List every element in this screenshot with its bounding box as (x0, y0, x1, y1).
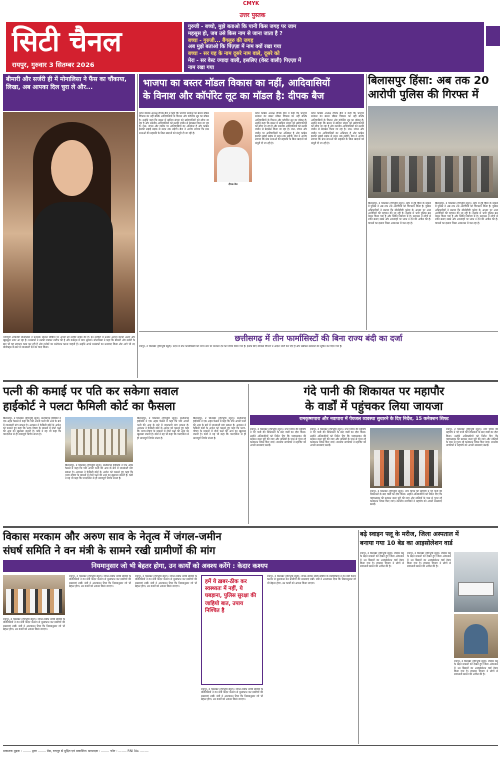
patni-body-col3: बिलासपुर, 2 सितम्बर (हरिभूमि न्यूज)। छत्तीसगढ़ हाईकोर्ट ने एक अहम फैसले में कहा कि पति अपनी पत्नी की आय के बारे में जानकारी मांग सकता है। अदालत ने फैमिली कोर्ट के आदेश को पलटते हुए कहा कि भरण-पोषण के मामलों में दोनों पक्षों की आय का खुलासा जरूरी है। कोर्ट ने यह भी कहा कि पारदर्शिता से ही न्यायपूर्ण निर्णय संभव है। (137, 417, 189, 440)
joke-line: बच्चा - सर यह के नाम दूसरे नाम वाले, दूसरे को (188, 51, 280, 58)
ganda-pani-body-col3: रायपुर, 2 सितम्बर (हरिभूमि न्यूज)। नगर निगम की महापौर ने गंदे पानी की शिकायतों के बाद वार्डों का दौरा किया। उन्होंने अधिकारियों को निर्देश दिए कि पाइपलाइन की मरम्मत जल्द पूरी की जाए और नालियों के पास से गुजर रहे कनेक्शन शिफ्ट किए जाएं। स्थानीय नागरिकों ने महापौर को अपनी समस्याएं बताईं। (370, 490, 442, 507)
bilaspur-body-col1: बिलासपुर, 2 सितम्बर (हरिभूमि न्यूज)। शहर में हुई हिंसा के मामले में पुलिस ने अब तक 20 आरोपियों को गिरफ्तार किया है। पुलिस अधिकारियों ने बताया कि सीसीटीवी फुटेज के आधार पर अन्य आरोपियों की पहचान की जा रही है। इलाके में भारी पुलिस बल तैनात किया गया है और स्थिति नियंत्रण में है। प्रशासन ने लोगों से शांति बनाए रखने और अफवाहों पर ध्यान न देने की अपील की है। घायलों का इलाज जिला अस्पताल में चल रहा है। (368, 202, 431, 225)
swine-flu-body-col1: रायपुर, 2 सितम्बर (हरिभूमि न्यूज)। स्वाइन फ्लू के बढ़ते मामलों को देखते हुए जिला अस्पताल में 10 बिस्तरों का आइसोलेशन वार्ड तैयार किया गया है। स्वास्थ्य विभाग ने लोगों से सावधानी बरतने की अपील की है। (360, 552, 404, 569)
joke-line: गुरुजी - बच्चो, मुझे बताओ कि पानी किस जगह पर जाम (188, 24, 297, 30)
swine-flu-body-col2: रायपुर, 2 सितम्बर (हरिभूमि न्यूज)। स्वाइन फ्लू के बढ़ते मामलों को देखते हुए जिला अस्पताल में 10 बिस्तरों का आइसोलेशन वार्ड तैयार किया गया है। स्वास्थ्य विभाग ने लोगों से सावधानी बरतने की अपील की है। (407, 552, 451, 569)
highcourt-photo (65, 417, 133, 462)
ganda-pani-body-col4: रायपुर, 2 सितम्बर (हरिभूमि न्यूज)। नगर निगम की महापौर ने गंदे पानी की शिकायतों के बाद वार्डों का दौरा किया। उन्होंने अधिकारियों को निर्देश दिए कि पाइपलाइन की मरम्मत जल्द पूरी की जाए और नालियों के पास से गुजर रहे कनेक्शन शिफ्ट किए जाएं। स्थानीय नागरिकों ने महापौर को अपनी समस्याएं बताईं। (446, 428, 498, 448)
baij-body-col2: प्रदेश कांग्रेस अध्यक्ष दीपक बैज ने कहा कि भाजपा सरकार का बस्तर मॉडल विकास का नहीं बल्कि आदिवासियों के विनाश और कॉर्पोरेट लूट का मॉडल है। उन्होंने कहा कि बस्तर में खनिज संपदा को उद्योगपतियों को सौंपा जा रहा है और स्थानीय आदिवासियों को उनकी जमीन से बेदखल किया जा रहा है। जल, जंगल और जमीन पर आदिवासियों का अधिकार है और कांग्रेस इसकी लड़ाई सड़क से सदन तक लड़ेगी। बैज ने आरोप लगाया कि ग्राम सभाओं की सहमति के बिना खदानों को मंजूरी दी जा रही है। (255, 112, 307, 145)
monalisa-headline: बीमारी और सर्जरी ही में मोनालिसा ने फैंस का चौंकाया, लिखा, अब आपका दिल चुरा ले और... (6, 76, 127, 91)
joke-line: नाम रखा गया (188, 64, 214, 71)
bed-shape (458, 582, 494, 596)
joke-line: बच्चा - गुरुजी... बैंगलुरु की जगह (188, 37, 254, 44)
section-label: उत्तर पुस्तक (239, 12, 266, 19)
vikas-body-col3: रायपुर, 2 सितम्बर (हरिभूमि ब्यूरो)। जंगल-जमीन संघर्ष समिति के प्रतिनिधियों ने वन मंत्री केदार कश्यप से मुलाकात कर ग्रामीणों की समस्याएं रखीं। मंत्री ने आश्वासन दिया कि नियमानुसार जो भी बेहतर होगा, उन कार्यों को अवश्य किया जाएगा। (135, 575, 197, 588)
divider (366, 74, 367, 330)
patni-body-col2: बिलासपुर, 2 सितम्बर (हरिभूमि न्यूज)। छत्तीसगढ़ हाईकोर्ट ने एक अहम फैसले में कहा कि पति अपनी पत्नी की आय के बारे में जानकारी मांग सकता है। अदालत ने फैमिली कोर्ट के आदेश को पलटते हुए कहा कि भरण-पोषण के मामलों में दोनों पक्षों की आय का खुलासा जरूरी है। कोर्ट ने यह भी कहा कि पारदर्शिता से ही न्यायपूर्ण निर्णय संभव है। (65, 464, 133, 481)
ganda-pani-body-col1: रायपुर, 2 सितम्बर (हरिभूमि न्यूज)। नगर निगम की महापौर ने गंदे पानी की शिकायतों के बाद वार्डों का दौरा किया। उन्होंने अधिकारियों को निर्देश दिए कि पाइपलाइन की मरम्मत जल्द पूरी की जाए और नालियों के पास से गुजर रहे कनेक्शन शिफ्ट किए जाएं। स्थानीय नागरिकों ने महापौर को अपनी समस्याएं बताईं। (250, 428, 306, 448)
vikas-highlight-text: हमें ये ख़बर-ठीक कर स्वस्थ्यतः में नहीं, ये घबड़ाना, पुलिस सुरक्षा की जाहियो बात, उपाय निश्चित है (205, 579, 257, 614)
baij-photo-shirt (217, 147, 249, 182)
vikas-subhead: नियमानुसार जो भी बेहतर होगा, उन कार्यों को अवश्य करेंगे : केदार कश्यप (3, 560, 356, 572)
bilaspur-article (368, 74, 498, 330)
patni-body-col4: बिलासपुर, 2 सितम्बर (हरिभूमि न्यूज)। छत्तीसगढ़ हाईकोर्ट ने एक अहम फैसले में कहा कि पति अपनी पत्नी की आय के बारे में जानकारी मांग सकता है। अदालत ने फैमिली कोर्ट के आदेश को पलटते हुए कहा कि भरण-पोषण के मामलों में दोनों पक्षों की आय का खुलासा जरूरी है। कोर्ट ने यह भी कहा कि पारदर्शिता से ही न्यायपूर्ण निर्णय संभव है। (193, 417, 246, 440)
group-shape (6, 589, 62, 613)
baij-photo-caption: दीपक बैज (228, 183, 238, 186)
top-strip (0, 0, 500, 10)
band-article (139, 333, 498, 378)
vikas-body-col5: रायपुर, 2 सितम्बर (हरिभूमि ब्यूरो)। जंगल-जमीन संघर्ष समिति के प्रतिनिधियों ने वन मंत्री केदार कश्यप से मुलाकात कर ग्रामीणों की समस्याएं रखीं। मंत्री ने आश्वासन दिया कि नियमानुसार जो भी बेहतर होगा, उन कार्यों को अवश्य किया जाएगा। (267, 575, 356, 585)
swine-flu-article (360, 530, 498, 744)
band-headline: छत्तीसगढ़ में तीन फार्मासिस्टों की बिना राज्य बंदी का दर्जा (234, 334, 403, 343)
face-shape (51, 140, 93, 196)
baij-body-col3: प्रदेश कांग्रेस अध्यक्ष दीपक बैज ने कहा कि भाजपा सरकार का बस्तर मॉडल विकास का नहीं बल्कि आदिवासियों के विनाश और कॉर्पोरेट लूट का मॉडल है। उन्होंने कहा कि बस्तर में खनिज संपदा को उद्योगपतियों को सौंपा जा रहा है और स्थानीय आदिवासियों को उनकी जमीन से बेदखल किया जा रहा है। जल, जंगल और जमीन पर आदिवासियों का अधिकार है और कांग्रेस इसकी लड़ाई सड़क से सदन तक लड़ेगी। बैज ने आरोप लगाया कि ग्राम सभाओं की सहमति के बिना खदानों को मंजूरी दी जा रही है। (311, 112, 364, 145)
patni-body-col1: बिलासपुर, 2 सितम्बर (हरिभूमि न्यूज)। छत्तीसगढ़ हाईकोर्ट ने एक अहम फैसले में कहा कि पति अपनी पत्नी की आय के बारे में जानकारी मांग सकता है। अदालत ने फैमिली कोर्ट के आदेश को पलटते हुए कहा कि भरण-पोषण के मामलों में दोनों पक्षों की आय का खुलासा जरूरी है। कोर्ट ने यह भी कहा कि पारदर्शिता से ही न्यायपूर्ण निर्णय संभव है। (3, 417, 61, 437)
vikas-body-col4: रायपुर, 2 सितम्बर (हरिभूमि ब्यूरो)। जंगल-जमीन संघर्ष समिति के प्रतिनिधियों ने वन मंत्री केदार कश्यप से मुलाकात कर ग्रामीणों की समस्याएं रखीं। मंत्री ने आश्वासन दिया कि नियमानुसार जो भी बेहतर होगा, उन कार्यों को अवश्य किया जाएगा। (201, 688, 263, 701)
baij-article (139, 74, 364, 330)
swine-flu-body-col3: रायपुर, 2 सितम्बर (हरिभूमि न्यूज)। स्वाइन फ्लू के बढ़ते मामलों को देखते हुए जिला अस्पताल में 10 बिस्तरों का आइसोलेशन वार्ड तैयार किया गया है। स्वास्थ्य विभाग ने लोगों से सावधानी बरतने की अपील की है। (454, 660, 498, 677)
people-shape (374, 450, 438, 486)
baij-photo (214, 112, 252, 182)
divider (137, 74, 138, 378)
patni-headline-line: हाईकोर्ट ने पलटा फैमिली कोर्ट का फैसला (3, 399, 176, 413)
body-shape (33, 202, 113, 333)
swine-flu-headline-line: बनाया गया 10 बेड का आइसोलेशन वार्ड (360, 540, 453, 547)
joke-line: मेरा - सर वेस्ट ज्यादा वाली, इसलिए (वेस्ट वाली) पिज़्ज़ा में (188, 57, 302, 64)
band-body: रायपुर, 2 सितम्बर (हरिभूमि ब्यूरो)। प्रदेश में तीन फार्मासिस्टों को राज्य स्तर पर मान्यता देने का निर्णय लिया गया है। इसके लिए स्वास्थ्य विभाग ने आदेश जारी कर दिए हैं और संबंधित संस्थानों को सूचित कर दिया गया है। (139, 345, 343, 348)
vikas-headline-line: विकास मरकाम और अरुण साव के नेतृत्व में जंगल-जमीन (3, 531, 222, 543)
divider (358, 530, 359, 744)
divider (3, 745, 498, 746)
vikas-photo (3, 575, 65, 615)
bilaspur-headline-line: बिलासपुर हिंसा: अब तक 20 (368, 74, 490, 87)
joke-line: महसूस हो, जब उसे किस नाम से जाना जाता है ? (188, 30, 283, 37)
baij-body-col1: प्रदेश कांग्रेस अध्यक्ष दीपक बैज ने कहा कि भाजपा सरकार का बस्तर मॉडल विकास का नहीं बल्कि आदिवासियों के विनाश और कॉर्पोरेट लूट का मॉडल है। उन्होंने कहा कि बस्तर में खनिज संपदा को उद्योगपतियों को सौंपा जा रहा है और स्थानीय आदिवासियों को उनकी जमीन से बेदखल किया जा रहा है। जल, जंगल और जमीन पर आदिवासियों का अधिकार है और कांग्रेस इसकी लड़ाई सड़क से सदन तक लड़ेगी। बैज ने आरोप लगाया कि ग्राम सभाओं की सहमति के बिना खदानों को मंजूरी दी जा रही है। (139, 112, 209, 135)
baij-headline-line: भाजपा का बस्तर मॉडल विकास का नहीं, आदिवासियों (143, 78, 330, 89)
vikas-article (3, 530, 356, 744)
baij-headline-box (139, 74, 364, 108)
hospital-photo (454, 552, 498, 612)
monalisa-body: भोजपुरी अभिनेत्री मोनालिसा ने प्रशंसक सोशल मीडिया पर अपनी नई तस्वीरें साझा की हैं। इन तस्वीरों में उनका अंदाज काफी अलग और खूबसूरत नजर आ रहा है। प्रशंसकों ने उनकी जमकर तारीफ की है और कमेंट्स में प्यार लुटाया। मोनालिसा ने कहा कि बीमारी और सर्जरी के बाद भी वह लगातार काम कर रही हैं और दर्शकों का मनोरंजन करना चाहती हैं। उन्होंने अपने प्रशंसकों का धन्यवाद किया और आगे भी नए प्रोजेक्ट्स के बारे में जानकारी देने का वादा किया। (3, 336, 135, 349)
building-shape (71, 429, 127, 455)
ganda-pani-headline-line: गंदे पानी की शिकायत पर महापौर (303, 384, 445, 398)
baij-headline-line: के विनाश और कॉर्पोरेट लूट का मॉडल है: दीपक बैज (143, 91, 325, 102)
monalisa-headline-box (3, 74, 135, 111)
ganda-pani-headline-line: के वार्डों में पहुंचकर लिया जायजा (305, 399, 443, 413)
imprint-footer: प्रकाशक मुद्रक : ........ द्वारा ........ प्रेस, रायपुर से मुद्रित एवं प्रकाशित। सम्पादक : ........ फोन : ........ RNI No. ........ (3, 749, 149, 753)
vikas-body-col1: रायपुर, 2 सितम्बर (हरिभूमि ब्यूरो)। जंगल-जमीन संघर्ष समिति के प्रतिनिधियों ने वन मंत्री केदार कश्यप से मुलाकात कर ग्रामीणों की समस्याएं रखीं। मंत्री ने आश्वासन दिया कि नियमानुसार जो भी बेहतर होगा, उन कार्यों को अवश्य किया जाएगा। (3, 618, 65, 631)
vikas-highlight-box (201, 575, 263, 685)
cmyk-mark: CMYK (243, 1, 260, 7)
patni-article (3, 384, 246, 524)
vikas-headline-line: संघर्ष समिति ने वन मंत्री के सामने रखी ग्रामीणों की मांग (3, 545, 216, 557)
ganda-pani-article (250, 384, 498, 524)
mayor-visit-photo (370, 428, 442, 488)
patient-shape (464, 624, 488, 654)
masthead-title-box (6, 22, 182, 72)
divider (139, 331, 498, 332)
page-number-tab (486, 26, 500, 46)
vikas-body-col2: रायपुर, 2 सितम्बर (हरिभूमि ब्यूरो)। जंगल-जमीन संघर्ष समिति के प्रतिनिधियों ने वन मंत्री केदार कश्यप से मुलाकात कर ग्रामीणों की समस्याएं रखीं। मंत्री ने आश्वासन दिया कि नियमानुसार जो भी बेहतर होगा, उन कार्यों को अवश्य किया जाएगा। (69, 575, 131, 588)
bilaspur-body-col2: बिलासपुर, 2 सितम्बर (हरिभूमि न्यूज)। शहर में हुई हिंसा के मामले में पुलिस ने अब तक 20 आरोपियों को गिरफ्तार किया है। पुलिस अधिकारियों ने बताया कि सीसीटीवी फुटेज के आधार पर अन्य आरोपियों की पहचान की जा रही है। इलाके में भारी पुलिस बल तैनात किया गया है और स्थिति नियंत्रण में है। प्रशासन ने लोगों से शांति बनाए रखने और अफवाहों पर ध्यान न देने की अपील की है। घायलों का इलाज जिला अस्पताल में चल रहा है। (435, 202, 498, 225)
ganda-pani-subhead: रामकृष्णपारा और नवापारा में पेयजल व्यवस्था सुधारने के दिए निर्देश, 15 कनेक्शन शिफ्ट (250, 415, 498, 425)
joke-line: अब मुझे बताओ कि पिज़्ज़ा में नाम क्यों रखा गया (188, 44, 282, 51)
swine-flu-headline-line: बढ़े स्वाइन फ्लू के मरीज, जिला अस्पताल में (360, 531, 459, 538)
masthead-dateline: रायपुर, गुरुवार 3 सितम्बर 2026 (12, 61, 95, 69)
bilaspur-headline-line: आरोपी पुलिस की गिरफ्त में (368, 88, 479, 101)
ganda-pani-body-col2: रायपुर, 2 सितम्बर (हरिभूमि न्यूज)। नगर निगम की महापौर ने गंदे पानी की शिकायतों के बाद वार्डों का दौरा किया। उन्होंने अधिकारियों को निर्देश दिए कि पाइपलाइन की मरम्मत जल्द पूरी की जाए और नालियों के पास से गुजर रहे कनेक्शन शिफ्ट किए जाएं। स्थानीय नागरिकों ने महापौर को अपनी समस्याएं बताईं। (310, 428, 366, 448)
divider (3, 380, 498, 382)
patni-headline-line: पत्नी की कमाई पर पति कर सकेगा सवाल (3, 384, 179, 398)
divider (248, 384, 249, 524)
hospital-photo-2 (454, 614, 498, 658)
crowd-shape (373, 156, 493, 192)
masthead (0, 22, 500, 73)
divider (3, 526, 498, 528)
baij-photo-face (223, 120, 243, 145)
bilaspur-photo (368, 106, 498, 198)
masthead-joke-box (184, 22, 484, 72)
masthead-title: सिटी चैनल (12, 25, 122, 58)
monalisa-photo (3, 112, 135, 333)
monalisa-article (3, 74, 135, 378)
